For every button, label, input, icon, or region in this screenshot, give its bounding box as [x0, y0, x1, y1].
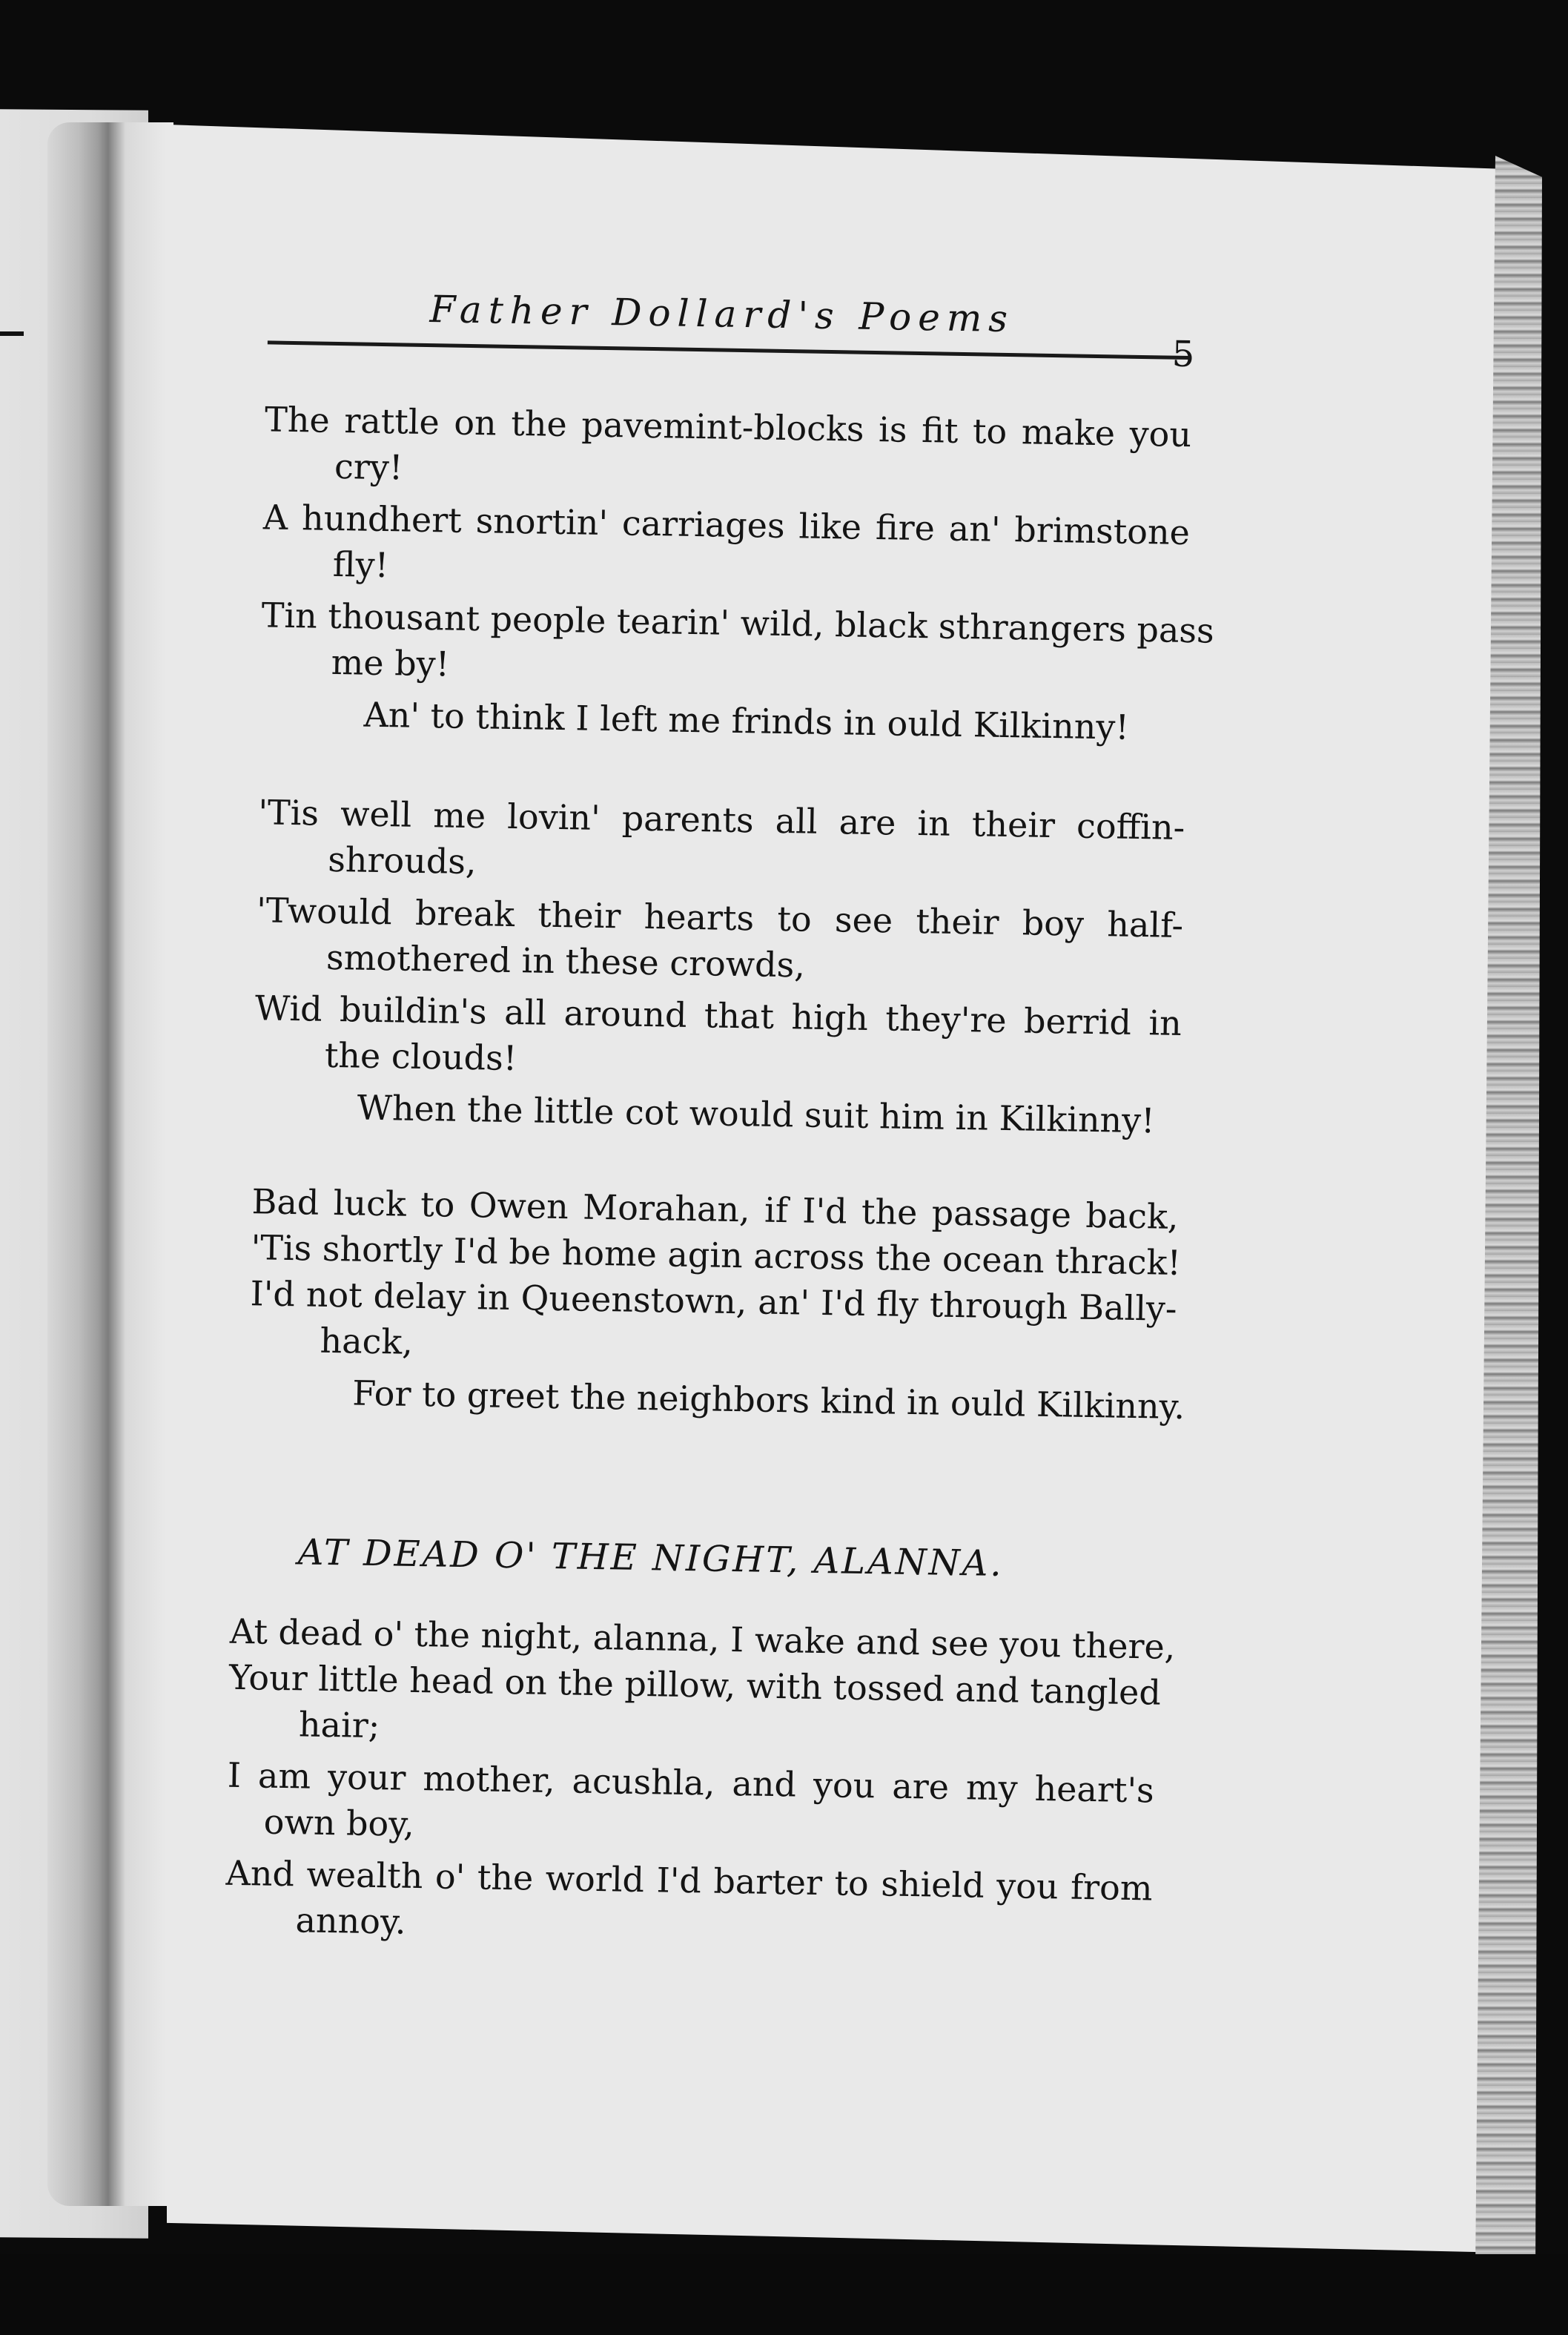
poem-title: AT DEAD O' THE NIGHT, ALANNA.	[297, 1531, 1005, 1585]
verse-line-text: 'Tis shortly I'd be home agin across the ocean thrack!	[251, 1227, 1182, 1284]
stanza-1	[259, 396, 1215, 757]
verse-line-text: A hundhert snortin' carriages like fire an' brimstone	[262, 497, 1191, 553]
verse-line	[226, 1752, 1154, 1860]
verse-line-continuation: annoy.	[295, 1900, 406, 1942]
verse-line-text: Wid buildin's all around that high they're berrid in	[254, 988, 1182, 1043]
verse-line	[264, 396, 1192, 503]
verse-line	[254, 985, 1182, 1092]
refrain-line: When the little cot would suit him in Kilkinny!	[357, 1087, 1156, 1141]
header-rule	[268, 340, 1191, 360]
verse-line-continuation: own boy,	[263, 1801, 415, 1844]
verse-line-continuation: hack,	[320, 1320, 414, 1362]
verse-line	[262, 494, 1190, 601]
verse-line-text: I am your mother, acushla, and you are my heart's	[227, 1754, 1155, 1811]
verse-line-text: And wealth o' the world I'd barter to shield you from	[225, 1852, 1153, 1909]
verse-line-text: 'Tis well me lovin' parents all are in their coffin-	[257, 792, 1185, 848]
refrain-line: For to greet the neighbors kind in ould Kilkinny.	[351, 1373, 1185, 1427]
verse-line-continuation: cry!	[334, 446, 403, 488]
verse-line-text: Bad luck to Owen Morahan, if I'd the passage back,	[251, 1181, 1179, 1237]
verse-line	[249, 1270, 1177, 1378]
verse-line	[257, 789, 1185, 896]
stanza-3	[248, 1178, 1185, 1436]
verse-line-continuation: shrouds,	[327, 839, 477, 882]
verse-line-text: I'd not delay in Queenstown, an' I'd fly through Bally-	[250, 1273, 1177, 1329]
verse-line-continuation: hair;	[298, 1704, 380, 1746]
verse-line	[256, 887, 1184, 994]
verse-line	[260, 592, 1215, 699]
verse-line-text: The rattle on the pavemint-blocks is fit to make you	[264, 399, 1192, 455]
verse-line-continuation: fly!	[332, 544, 389, 586]
page-number: 5	[1171, 333, 1195, 376]
poem-stanza	[225, 1608, 1176, 1964]
verse-line-text: Tin thousant people tearin' wild, black sthrangers pass	[261, 595, 1215, 651]
verse-line-continuation: me by!	[331, 641, 450, 684]
verse-line-text: Your little head on the pillow, with tossed and tangled	[228, 1657, 1162, 1713]
verse-line	[228, 1654, 1162, 1762]
verse-line-text: 'Twould break their hearts to see their boy half-	[256, 890, 1184, 945]
running-head: Father Dollard's Poems	[429, 288, 1015, 341]
refrain-line: An' to think I left me frinds in ould Kilkinny!	[363, 694, 1130, 747]
verse-line-continuation: the clouds!	[324, 1034, 517, 1079]
verse-line	[225, 1850, 1153, 1958]
stanza-2	[253, 789, 1185, 1150]
verse-line-continuation: smothered in these crowds,	[325, 937, 806, 985]
verse-line-text: At dead o' the night, alanna, I wake and see you there,	[229, 1611, 1176, 1667]
